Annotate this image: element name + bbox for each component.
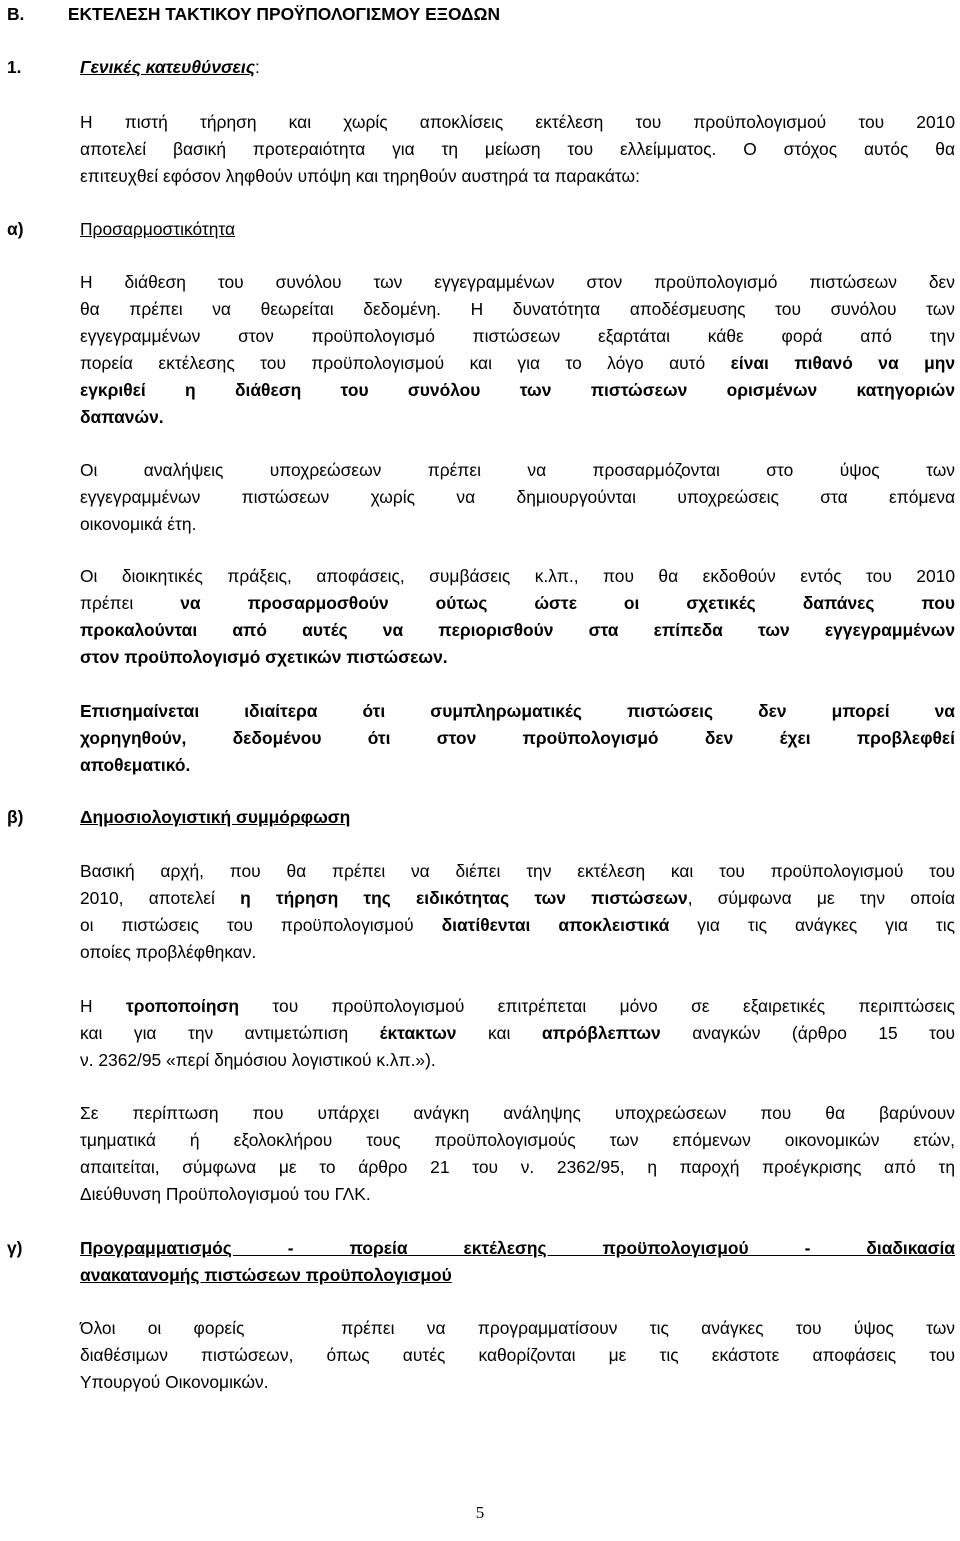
paragraph-line: Υπουργού Οικονομικών. — [80, 1372, 269, 1392]
paragraph-line: οποίες προβλέφθηκαν. — [80, 942, 257, 962]
text-bold: απρόβλεπτων — [541, 1023, 661, 1043]
page-number: 5 — [475, 1503, 485, 1522]
section-title: Β. ΕΚΤΕΛΕΣΗ ΤΑΚΤΙΚΟΥ ΠΡΟΫΠΟΛΟΓΙΣΜΟΥ ΕΞΟΔΩΝ — [7, 4, 501, 24]
subsection-number: 1. — [7, 57, 22, 77]
paragraph-line: οικονομικά έτη. — [80, 514, 197, 534]
text-normal: του προϋπολογισμού επιτρέπεται μόνο σε εξαιρετικές περιπτώσεις — [239, 996, 955, 1016]
item-b-title: Δημοσιολογιστική συμμόρφωση — [80, 807, 351, 827]
item-c-title-line: Προγραμματισμός - πορεία εκτέλεσης προϋπολογισμού - διαδικασία — [80, 1238, 955, 1258]
text-bold: η τήρηση της ειδικότητας των πιστώσεων — [240, 888, 688, 908]
paragraph-line — [80, 1023, 955, 1043]
item-a-title: Προσαρμοστικότητα — [80, 219, 236, 239]
paragraph-line: Όλοι οι φορείς πρέπει να προγραμματίσουν τις ανάγκες του ύψος των — [80, 1318, 955, 1338]
paragraph-line — [80, 353, 955, 373]
paragraph-line — [80, 996, 955, 1016]
paragraph-line: Βασική αρχή, που θα πρέπει να διέπει την εκτέλεση και του προϋπολογισμού του — [80, 861, 955, 881]
intro-line: επιτευχθεί εφόσον ληφθούν υπόψη και τηρηθούν αυστηρά τα παρακάτω: — [80, 166, 640, 186]
paragraph-line — [80, 915, 955, 935]
paragraph-line — [80, 593, 955, 613]
paragraph-line: Οι διοικητικές πράξεις, αποφάσεις, συμβάσεις κ.λπ., που θα εκδοθούν εντός του 2010 — [80, 566, 955, 586]
text-normal: οι πιστώσεις του προϋπολογισμού — [80, 915, 442, 935]
paragraph-line — [80, 888, 955, 908]
paragraph-line: αποθεματικό. — [80, 755, 191, 775]
paragraph-line: Επισημαίνεται ιδιαίτερα ότι συμπληρωματικές πιστώσεις δεν μπορεί να — [80, 701, 955, 721]
text-bold: τροποποίηση — [125, 996, 240, 1016]
item-a-label: α) — [7, 219, 24, 239]
paragraph-line: στον προϋπολογισμό σχετικών πιστώσεων. — [80, 647, 448, 667]
text-normal: και για την αντιμετώπιση — [80, 1023, 380, 1043]
text-normal: και — [456, 1023, 542, 1043]
text-bold: διατίθενται αποκλειστικά — [441, 915, 670, 935]
intro-line: αποτελεί βασική προτεραιότητα για τη μείωση του ελλείμματος. Ο στόχος αυτός θα — [80, 139, 955, 159]
text-normal: Η — [80, 996, 126, 1016]
text-bold: έκτακτων — [379, 1023, 457, 1043]
paragraph-line: διαθέσιμων πιστώσεων, όπως αυτές καθορίζονται με τις εκάστοτε αποφάσεις του — [80, 1345, 955, 1365]
item-b-label: β) — [7, 807, 24, 827]
paragraph-line: δαπανών. — [80, 407, 164, 427]
item-c-label: γ) — [7, 1238, 23, 1258]
paragraph-line: Διεύθυνση Προϋπολογισμού του ΓΛΚ. — [80, 1184, 371, 1204]
paragraph-line: προκαλούνται από αυτές να περιορισθούν στα επίπεδα των εγγεγραμμένων — [80, 620, 955, 640]
text-bold: είναι πιθανό να μην — [730, 353, 956, 373]
text-normal: για τις ανάγκες για τις — [669, 915, 955, 935]
paragraph-line: Οι αναλήψεις υποχρεώσεων πρέπει να προσαρμόζονται στο ύψος των — [80, 460, 955, 480]
text-normal: πρέπει — [80, 593, 181, 613]
paragraph-line: Σε περίπτωση που υπάρχει ανάγκη ανάληψης υποχρεώσεων που θα βαρύνουν — [80, 1103, 955, 1123]
paragraph-line: θα πρέπει να θεωρείται δεδομένη. Η δυνατότητα αποδέσμευσης του συνόλου των — [80, 299, 955, 319]
paragraph-line: τμηματικά ή εξολοκλήρου τους προϋπολογισμούς των επόμενων οικονομικών ετών, — [80, 1130, 955, 1150]
paragraph-line: απαιτείται, σύμφωνα με το άρθρο 21 του ν. 2362/95, η παροχή προέγκρισης από τη — [80, 1157, 955, 1177]
subsection-colon: : — [254, 57, 260, 77]
text-normal: , σύμφωνα με την οποία — [687, 888, 955, 908]
paragraph-line: Η διάθεση του συνόλου των εγγεγραμμένων στον προϋπολογισμό πιστώσεων δεν — [80, 272, 955, 292]
item-c-title-line: ανακατανομής πιστώσεων προϋπολογισμού — [80, 1265, 452, 1285]
paragraph-line: εγγεγραμμένων πιστώσεων χωρίς να δημιουργούνται υποχρεώσεις στα επόμενα — [80, 487, 955, 507]
subsection-heading — [80, 57, 260, 77]
text-normal: πορεία εκτέλεσης του προϋπολογισμού και για το λόγο αυτό — [80, 353, 731, 373]
subsection-title: Γενικές κατευθύνσεις — [80, 57, 255, 77]
paragraph-line: χορηγηθούν, δεδομένου ότι στον προϋπολογισμό δεν έχει προβλεφθεί — [80, 728, 955, 748]
intro-line: Η πιστή τήρηση και χωρίς αποκλίσεις εκτέλεση του προϋπολογισμού του 2010 — [80, 112, 955, 132]
text-normal: αναγκών (άρθρο 15 του — [660, 1023, 955, 1043]
paragraph-line: εγκριθεί η διάθεση του συνόλου των πιστώσεων ορισμένων κατηγοριών — [80, 380, 955, 400]
text-bold: να προσαρμοσθούν ούτως ώστε οι σχετικές δαπάνες που — [180, 593, 955, 613]
paragraph-line: ν. 2362/95 «περί δημόσιου λογιστικού κ.λπ.»). — [80, 1050, 436, 1070]
text-normal: 2010, αποτελεί — [80, 888, 241, 908]
paragraph-line: εγγεγραμμένων στον προϋπολογισμό πιστώσεων εξαρτάται κάθε φορά από την — [80, 326, 955, 346]
